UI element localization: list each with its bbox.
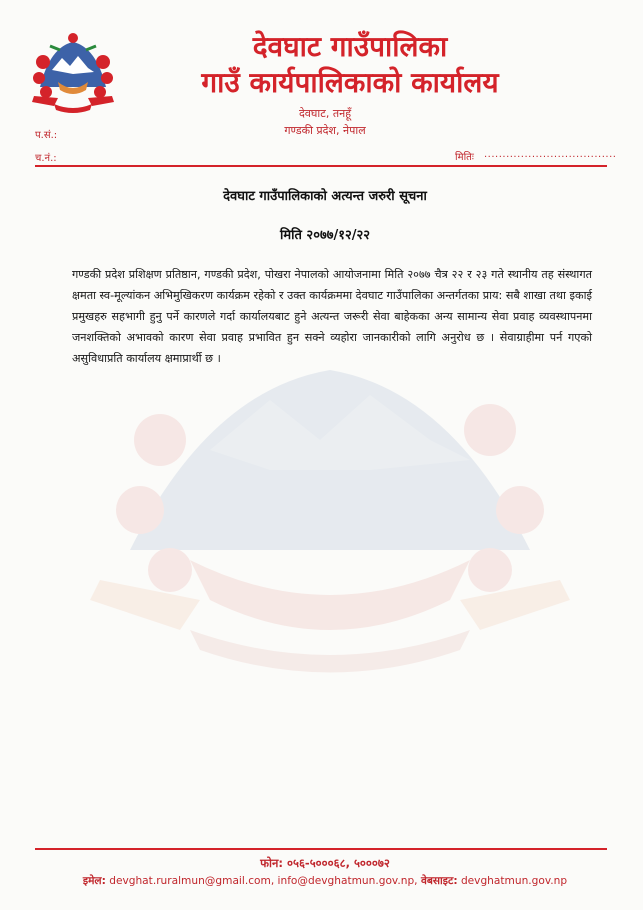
header-divider <box>35 165 607 167</box>
email-label: इमेल: <box>82 875 106 887</box>
notice-heading: देवघाट गाउँपालिकाको अत्यन्त जरुरी सूचना <box>223 189 427 204</box>
date-label: मितिः <box>455 152 474 163</box>
office-title-line1: देवघाट गाउँपालिका <box>252 30 448 63</box>
office-title-line2: गाउँ कार्यपालिकाको कार्यालय <box>201 66 499 99</box>
website-link[interactable]: devghatmun.gov.np <box>460 875 568 887</box>
cn-label: च.नं.: <box>35 153 57 164</box>
address-line2: गण्डकी प्रदेश, नेपाल <box>284 124 366 137</box>
footer-divider <box>35 848 607 850</box>
footer-phone <box>150 856 500 871</box>
notice-date: मिति २०७७/१२/२२ <box>279 228 371 243</box>
website-label: वेबसाइट: <box>420 875 458 887</box>
phone-numbers: ०५६-५०००६८, ५०००७२ <box>286 856 390 870</box>
footer-contact <box>40 874 610 888</box>
email-addresses[interactable]: devghat.ruralmun@gmail.com, info@devghatmun.gov.np, <box>109 875 418 887</box>
nepal-emblem-logo <box>30 32 116 114</box>
ps-label: प.सं.: <box>35 130 58 141</box>
address-line1: देवघाट, तनहूँ <box>298 107 352 120</box>
notice-body: गण्डकी प्रदेश प्रशिक्षण प्रतिष्ठान, गण्डकी प्रदेश, पोखरा नेपालको आयोजनामा मिति २०७७ चैत्र २२ र २३ गते स्थानीय तह संस्थागत क्षमता स्व-मूल्यांकन अभिमुखिकरण कार्यक्रम रहेको र उक्त कार्यक्रममा देवघाट गाउँपालिका अन्तर्गतका प्राय: सबै शाखा तथा इकाई प्रमुखहरु सहभागी हुनु पर्ने कारणले गर्दा कार्यालयबाट हुने अत्यन्त जरूरी सेवा बाहेकका अन्य सामान्य सेवा प्रवाह व्यवस्थापनमा जनशक्तिको अभावको कारण सेवा प्रवाह प्रभावित हुन सक्ने व्यहोरा जानकारीको लागि अनुरोध छ । सेवाग्राहीमा पर्न गएको असुविधाप्रति कार्यालय क्षमाप्रार्थी छ । <box>72 268 592 365</box>
phone-label: फोन: <box>260 856 283 870</box>
date-placeholder: .................................... <box>484 149 617 160</box>
